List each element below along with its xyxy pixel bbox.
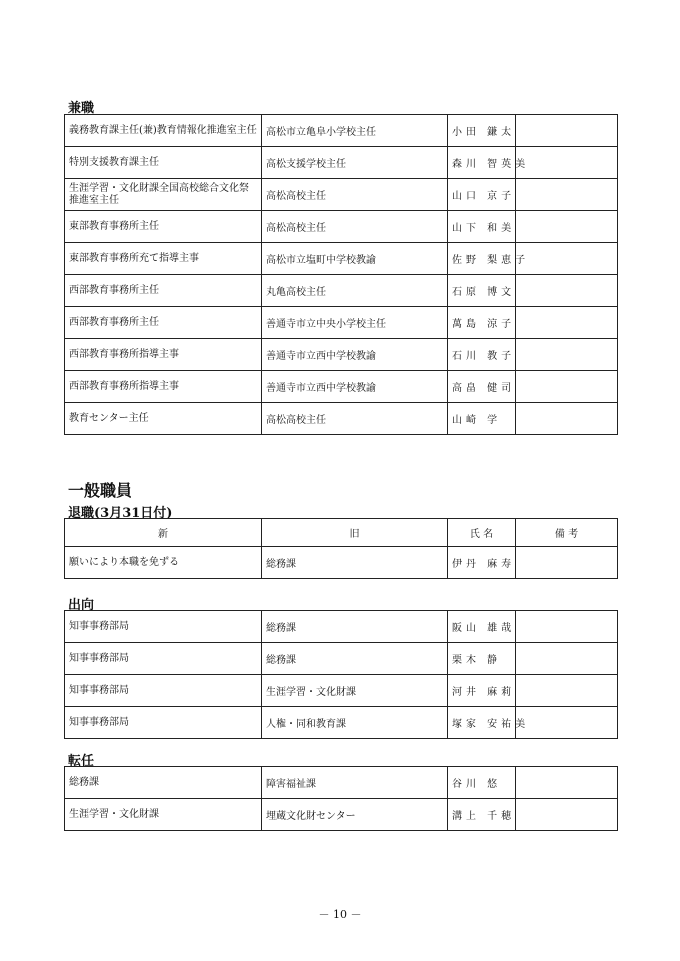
cell-note <box>516 643 618 675</box>
cell-old: 高松高校主任 <box>262 179 448 211</box>
section-title-taishoku: 退職(3月31日付) <box>68 506 173 521</box>
table-row <box>65 547 618 579</box>
section-title-tennin: 転任 <box>68 754 95 769</box>
section-title-kenshoku: 兼職 <box>68 101 95 116</box>
cell-note <box>516 675 618 707</box>
table-row <box>65 707 618 739</box>
cell-old: 高松市立塩町中学校教諭 <box>262 243 448 275</box>
cell-old: 丸亀高校主任 <box>262 275 448 307</box>
cell-old: 高松支援学校主任 <box>262 147 448 179</box>
header-old: 旧 <box>262 519 448 547</box>
cell-name: 小田 鎌太 <box>448 115 516 147</box>
cell-name: 山崎 学 <box>448 403 516 435</box>
cell-new: 東部教育事務所充て指導主事 <box>65 243 262 275</box>
table-row <box>65 307 618 339</box>
header-note: 備 考 <box>516 519 618 547</box>
cell-name: 伊丹 麻寿 <box>448 547 516 579</box>
cell-note <box>516 275 618 307</box>
cell-name: 塚家 安祐美 <box>448 707 516 739</box>
cell-new: 義務教育課主任(兼)教育情報化推進室主任 <box>65 115 262 147</box>
cell-new: 教育センター主任 <box>65 403 262 435</box>
cell-new: 東部教育事務所主任 <box>65 211 262 243</box>
cell-new: 生涯学習・文化財課全国高校総合文化祭推進室主任 <box>65 179 262 211</box>
tennin-table <box>64 766 618 831</box>
cell-note <box>516 179 618 211</box>
cell-note <box>516 243 618 275</box>
cell-note <box>516 339 618 371</box>
cell-name: 萬島 涼子 <box>448 307 516 339</box>
cell-name: 高畠 健司 <box>448 371 516 403</box>
cell-old: 高松高校主任 <box>262 403 448 435</box>
cell-note <box>516 371 618 403</box>
cell-note <box>516 767 618 799</box>
section-title-shukko: 出向 <box>68 598 95 613</box>
cell-new: 生涯学習・文化財課 <box>65 799 262 831</box>
cell-old: 総務課 <box>262 643 448 675</box>
cell-note <box>516 115 618 147</box>
cell-name: 阪山 雄哉 <box>448 611 516 643</box>
cell-note <box>516 547 618 579</box>
cell-old: 高松高校主任 <box>262 211 448 243</box>
table-row <box>65 799 618 831</box>
cell-name: 溝上 千穂 <box>448 799 516 831</box>
section-title-ippan: 一般職員 <box>68 481 133 500</box>
cell-old: 人権・同和教育課 <box>262 707 448 739</box>
cell-old: 善通寺市立中央小学校主任 <box>262 307 448 339</box>
cell-name: 河井 麻莉 <box>448 675 516 707</box>
cell-name: 山口 京子 <box>448 179 516 211</box>
table-row <box>65 115 618 147</box>
table-row <box>65 675 618 707</box>
cell-name: 山下 和美 <box>448 211 516 243</box>
cell-note <box>516 307 618 339</box>
table-row <box>65 643 618 675</box>
header-new: 新 <box>65 519 262 547</box>
table-row <box>65 147 618 179</box>
cell-old: 障害福祉課 <box>262 767 448 799</box>
cell-note <box>516 707 618 739</box>
cell-old: 総務課 <box>262 611 448 643</box>
cell-new: 知事事務部局 <box>65 611 262 643</box>
cell-name: 谷川 悠 <box>448 767 516 799</box>
kenshoku-table <box>64 114 618 435</box>
cell-new: 西部教育事務所主任 <box>65 275 262 307</box>
cell-note <box>516 403 618 435</box>
cell-note <box>516 211 618 243</box>
table-row <box>65 275 618 307</box>
table-row <box>65 339 618 371</box>
cell-name: 佐野 梨恵子 <box>448 243 516 275</box>
cell-new: 総務課 <box>65 767 262 799</box>
cell-new: 願いにより本職を免ずる <box>65 547 262 579</box>
cell-new: 西部教育事務所主任 <box>65 307 262 339</box>
cell-old: 埋蔵文化財センター <box>262 799 448 831</box>
table-row <box>65 243 618 275</box>
table-row <box>65 211 618 243</box>
header-name: 氏 名 <box>448 519 516 547</box>
table-row <box>65 403 618 435</box>
cell-old: 善通寺市立西中学校教諭 <box>262 371 448 403</box>
shukko-table <box>64 610 618 739</box>
cell-name: 栗木 静 <box>448 643 516 675</box>
cell-name: 石川 教子 <box>448 339 516 371</box>
cell-name: 森川 智英美 <box>448 147 516 179</box>
cell-new: 知事事務部局 <box>65 643 262 675</box>
cell-note <box>516 799 618 831</box>
taishoku-table <box>64 518 618 579</box>
cell-new: 西部教育事務所指導主事 <box>65 371 262 403</box>
table-row <box>65 611 618 643</box>
table-row <box>65 179 618 211</box>
cell-new: 知事事務部局 <box>65 675 262 707</box>
cell-old: 高松市立亀阜小学校主任 <box>262 115 448 147</box>
table-row <box>65 767 618 799</box>
cell-note <box>516 611 618 643</box>
cell-name: 石原 博文 <box>448 275 516 307</box>
cell-new: 西部教育事務所指導主事 <box>65 339 262 371</box>
cell-old: 総務課 <box>262 547 448 579</box>
table-row <box>65 371 618 403</box>
cell-new: 知事事務部局 <box>65 707 262 739</box>
cell-note <box>516 147 618 179</box>
cell-old: 生涯学習・文化財課 <box>262 675 448 707</box>
cell-old: 善通寺市立西中学校教諭 <box>262 339 448 371</box>
page-number: － 10 － <box>318 908 362 921</box>
cell-new: 特別支援教育課主任 <box>65 147 262 179</box>
